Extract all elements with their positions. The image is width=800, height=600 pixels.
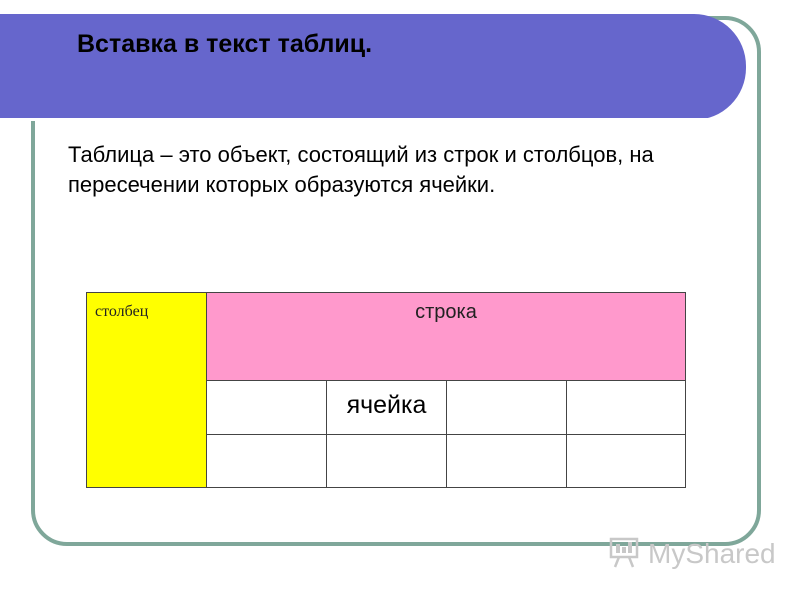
table-cell [207, 435, 327, 487]
row-highlight [207, 293, 685, 381]
banner-divider [0, 118, 708, 121]
example-table [86, 292, 686, 488]
table-cell [207, 381, 327, 435]
presentation-board-icon [608, 535, 642, 574]
watermark [608, 536, 776, 572]
column-label: столбец [95, 303, 149, 320]
table-cell [447, 381, 567, 435]
table-cell-highlight [327, 381, 447, 435]
column-highlight [87, 293, 207, 487]
row-label: строка [415, 301, 477, 323]
cell-label: ячейка [346, 391, 427, 419]
table-cell [567, 381, 685, 435]
table-cell [567, 435, 685, 487]
table-cell [447, 435, 567, 487]
table-cell [327, 435, 447, 487]
watermark-text: MyShared [648, 538, 776, 569]
slide-title: Вставка в текст таблиц. [77, 30, 373, 58]
intro-text: Таблица – это объект, состоящий из строк и столбцов, на пересечении которых образуются ячейки. [68, 142, 654, 197]
